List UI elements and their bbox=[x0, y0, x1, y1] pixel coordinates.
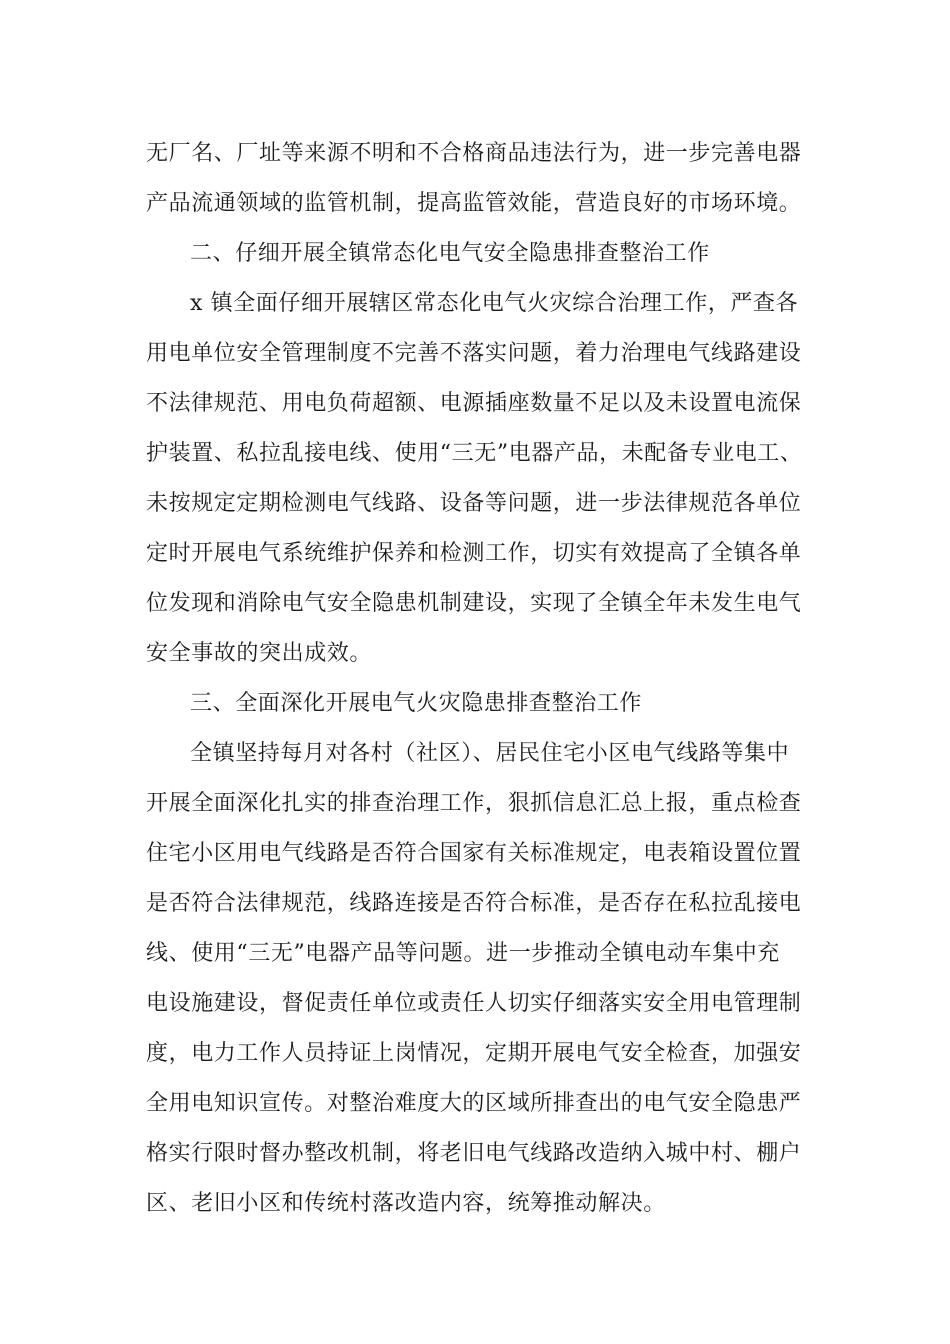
section-heading-2: 二、仔细开展全镇常态化电气安全隐患排查整治工作 bbox=[190, 241, 710, 266]
paragraph-line: 不法律规范、用电负荷超额、电源插座数量不足以及未设置电流保 bbox=[146, 391, 802, 416]
paragraph-line: 定时开展电气系统维护保养和检测工作，切实有效提高了全镇各单 bbox=[146, 541, 802, 566]
paragraph-line: 线、使用“三无”电器产品等问题。进一步推动全镇电动车集中充 bbox=[146, 941, 780, 966]
paragraph-line: 开展全面深化扎实的排查治理工作，狠抓信息汇总上报，重点检查 bbox=[146, 791, 802, 816]
paragraph-line: 住宅小区用电气线路是否符合国家有关标准规定，电表箱设置位置 bbox=[146, 841, 802, 866]
paragraph-line: 安全事故的突出成效。 bbox=[146, 641, 373, 666]
paragraph-line: 未按规定定期检测电气线路、设备等问题，进一步法律规范各单位 bbox=[146, 491, 802, 516]
section-heading-3: 三、全面深化开展电气火灾隐患排查整治工作 bbox=[190, 691, 643, 716]
paragraph-line: 全用电知识宣传。对整治难度大的区域所排查出的电气安全隐患严 bbox=[146, 1091, 802, 1116]
paragraph-line: 度，电力工作人员持证上岗情况，定期开展电气安全检查，加强安 bbox=[146, 1041, 802, 1066]
paragraph-line: 位发现和消除电气安全隐患机制建设，实现了全镇全年未发生电气 bbox=[146, 591, 802, 616]
paragraph-line: 是否符合法律规范，线路连接是否符合标准，是否存在私拉乱接电 bbox=[146, 891, 802, 916]
paragraph-line: 护装置、私拉乱接电线、使用“三无”电器产品，未配备专业电工、 bbox=[146, 441, 803, 466]
paragraph-line: 全镇坚持每月对各村（社区）、居民住宅小区电气线路等集中 bbox=[190, 741, 790, 766]
paragraph-line: 产品流通领域的监管机制，提高监管效能，营造良好的市场环境。 bbox=[146, 191, 802, 216]
paragraph-line: 用电单位安全管理制度不完善不落实问题，着力治理电气线路建设 bbox=[146, 341, 802, 366]
paragraph-line: 区、老旧小区和传统村落改造内容，统筹推动解决。 bbox=[146, 1191, 666, 1216]
paragraph-line: x 镇全面仔细开展辖区常态化电气火灾综合治理工作，严查各 bbox=[190, 291, 799, 316]
paragraph-line: 格实行限时督办整改机制，将老旧电气线路改造纳入城中村、棚户 bbox=[146, 1141, 802, 1166]
paragraph-line: 无厂名、厂址等来源不明和不合格商品违法行为，进一步完善电器 bbox=[146, 141, 802, 166]
paragraph-line: 电设施建设，督促责任单位或责任人切实仔细落实安全用电管理制 bbox=[146, 991, 802, 1016]
